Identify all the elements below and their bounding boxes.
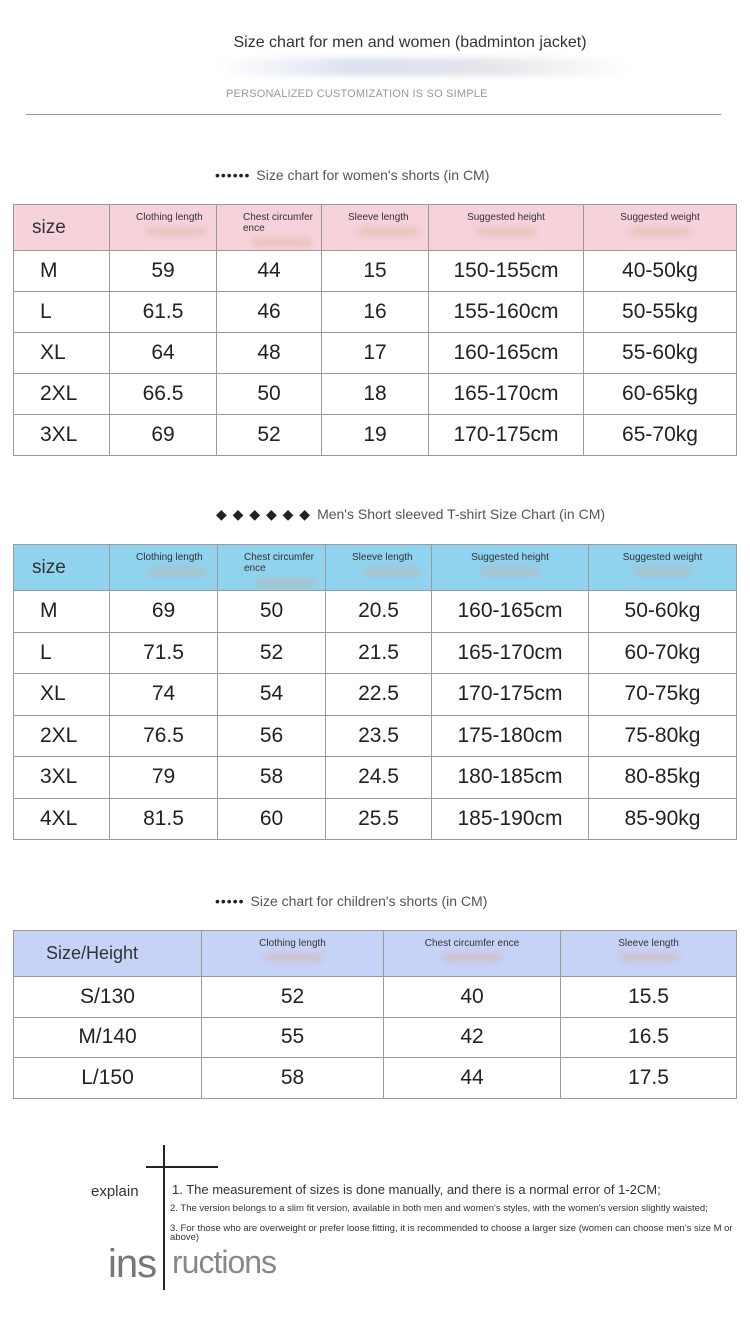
table-cell: 58: [218, 757, 326, 799]
column-header-label: Suggested weight: [620, 212, 700, 223]
table-cell: 175-180cm: [432, 715, 589, 757]
table-cell: 16: [322, 292, 429, 333]
table-cell: 79: [110, 757, 218, 799]
dots-icon: •••••: [215, 893, 245, 909]
children-heading-text: Size chart for children's shorts (in CM): [250, 893, 488, 909]
table-cell: 81.5: [110, 798, 218, 840]
table-cell: 16.5: [561, 1017, 737, 1058]
table-cell: 54: [218, 674, 326, 716]
table-cell: 170-175cm: [429, 415, 584, 456]
table-cell: 60-70kg: [589, 632, 737, 674]
column-header-label: Clothing length: [259, 938, 326, 949]
column-header: [326, 545, 432, 591]
size-cell: L/150: [14, 1058, 202, 1099]
blurred-mark: [147, 567, 207, 576]
cross-line-horizontal: [146, 1166, 218, 1168]
table-row: [14, 757, 737, 799]
table-cell: 18: [322, 374, 429, 415]
size-cell: S/130: [14, 977, 202, 1018]
table-row: [14, 591, 737, 633]
column-header: [429, 205, 584, 251]
table-cell: 71.5: [110, 632, 218, 674]
table-row: [14, 674, 737, 716]
children-size-table: [13, 930, 737, 1099]
table-cell: 48: [217, 333, 322, 374]
instructions-logo-right: ructions: [172, 1244, 277, 1280]
table-cell: 25.5: [326, 798, 432, 840]
table-cell: 64: [110, 333, 217, 374]
size-cell: L: [14, 292, 110, 333]
table-cell: 69: [110, 591, 218, 633]
table-cell: 60-65kg: [584, 374, 737, 415]
column-header: [202, 931, 384, 977]
diamonds-icon: ◆ ◆ ◆ ◆ ◆ ◆: [216, 506, 312, 522]
men-heading-text: Men's Short sleeved T-shirt Size Chart (in CM): [317, 506, 606, 522]
blurred-mark: [362, 567, 422, 576]
size-cell: 2XL: [14, 715, 110, 757]
table-row: [14, 415, 737, 456]
blurred-mark: [476, 227, 536, 236]
table-header-row: [14, 931, 737, 977]
page-subtitle: PERSONALIZED CUSTOMIZATION IS SO SIMPLE: [226, 88, 488, 100]
table-row: [14, 374, 737, 415]
column-header-label: Sleeve length: [348, 212, 409, 223]
table-cell: 17: [322, 333, 429, 374]
women-heading-text: Size chart for women's shorts (in CM): [256, 167, 490, 183]
table-cell: 180-185cm: [432, 757, 589, 799]
column-header-label: Sleeve length: [618, 938, 679, 949]
column-header-label: Suggested weight: [622, 552, 703, 563]
column-header: [14, 931, 202, 977]
blurred-mark: [630, 227, 690, 236]
column-header-label: Suggested height: [471, 552, 549, 563]
table-row: [14, 333, 737, 374]
table-cell: 76.5: [110, 715, 218, 757]
column-header-label: Chest circumfer ence: [244, 552, 315, 574]
size-cell: XL: [14, 333, 110, 374]
table-cell: 50: [217, 374, 322, 415]
column-header: [384, 931, 561, 977]
table-header-row: [14, 545, 737, 591]
size-cell: 3XL: [14, 757, 110, 799]
table-row: [14, 798, 737, 840]
blurred-mark: [442, 953, 502, 962]
table-cell: 160-165cm: [429, 333, 584, 374]
column-header: [217, 205, 322, 251]
column-header-label: size: [32, 217, 66, 238]
table-cell: 52: [218, 632, 326, 674]
table-cell: 170-175cm: [432, 674, 589, 716]
table-cell: 69: [110, 415, 217, 456]
table-cell: 60: [218, 798, 326, 840]
table-cell: 44: [384, 1058, 561, 1099]
column-header-label: Size/Height: [46, 943, 139, 963]
note-2: 2. The version belongs to a slim fit version, available in both men and women's styles, with the women's version slightly waisted;: [170, 1203, 708, 1214]
column-header: [110, 545, 218, 591]
size-cell: L: [14, 632, 110, 674]
size-cell: M/140: [14, 1017, 202, 1058]
table-cell: 150-155cm: [429, 251, 584, 292]
column-header: [589, 545, 737, 591]
table-cell: 15: [322, 251, 429, 292]
blurred-mark: [252, 238, 312, 247]
table-cell: 55: [202, 1017, 384, 1058]
table-cell: 165-170cm: [432, 632, 589, 674]
blurred-banner: [218, 58, 628, 76]
blurred-mark: [633, 567, 693, 576]
column-header: [432, 545, 589, 591]
column-header: [584, 205, 737, 251]
blurred-mark: [619, 953, 679, 962]
size-cell: M: [14, 251, 110, 292]
table-cell: 52: [217, 415, 322, 456]
column-header-label: Chest circumfer ence: [424, 938, 520, 949]
table-cell: 40: [384, 977, 561, 1018]
table-cell: 44: [217, 251, 322, 292]
blurred-mark: [255, 578, 315, 587]
table-cell: 160-165cm: [432, 591, 589, 633]
women-size-table: [13, 204, 737, 456]
note-3: 3. For those who are overweight or prefer loose fitting, it is recommended to choose a larger size (women can choose men's size M or above): [170, 1223, 733, 1243]
column-header: [218, 545, 326, 591]
column-header-label: Suggested height: [467, 212, 545, 223]
table-cell: 46: [217, 292, 322, 333]
table-cell: 74: [110, 674, 218, 716]
table-cell: 15.5: [561, 977, 737, 1018]
table-cell: 56: [218, 715, 326, 757]
table-cell: 85-90kg: [589, 798, 737, 840]
children-section-heading: [215, 893, 487, 909]
table-cell: 50: [218, 591, 326, 633]
table-cell: 65-70kg: [584, 415, 737, 456]
table-row: [14, 632, 737, 674]
column-header-label: Sleeve length: [352, 552, 413, 563]
table-cell: 58: [202, 1058, 384, 1099]
table-cell: 50-60kg: [589, 591, 737, 633]
table-cell: 75-80kg: [589, 715, 737, 757]
size-cell: 2XL: [14, 374, 110, 415]
blurred-mark: [480, 567, 540, 576]
table-cell: 17.5: [561, 1058, 737, 1099]
table-row: [14, 292, 737, 333]
blurred-mark: [146, 227, 206, 236]
table-row: [14, 715, 737, 757]
table-row: [14, 1017, 737, 1058]
column-header: [322, 205, 429, 251]
table-cell: 55-60kg: [584, 333, 737, 374]
table-row: [14, 251, 737, 292]
table-cell: 155-160cm: [429, 292, 584, 333]
column-header-label: size: [32, 557, 66, 578]
column-header: [110, 205, 217, 251]
table-cell: 42: [384, 1017, 561, 1058]
column-header-label: Chest circumfer ence: [243, 212, 314, 234]
page-title: Size chart for men and women (badminton jacket): [233, 34, 587, 51]
men-section-heading: [216, 506, 605, 523]
table-cell: 20.5: [326, 591, 432, 633]
size-cell: 3XL: [14, 415, 110, 456]
table-cell: 66.5: [110, 374, 217, 415]
women-section-heading: [215, 167, 489, 183]
table-cell: 80-85kg: [589, 757, 737, 799]
table-cell: 24.5: [326, 757, 432, 799]
table-cell: 19: [322, 415, 429, 456]
column-header-label: Clothing length: [136, 552, 203, 563]
size-cell: XL: [14, 674, 110, 716]
header-divider: [26, 114, 721, 115]
table-cell: 21.5: [326, 632, 432, 674]
table-cell: 70-75kg: [589, 674, 737, 716]
explain-label: explain: [91, 1183, 139, 1200]
table-cell: 165-170cm: [429, 374, 584, 415]
size-cell: 4XL: [14, 798, 110, 840]
blurred-mark: [358, 227, 418, 236]
table-cell: 40-50kg: [584, 251, 737, 292]
column-header: [561, 931, 737, 977]
men-size-table: [13, 544, 737, 840]
table-cell: 59: [110, 251, 217, 292]
note-1: 1. The measurement of sizes is done manually, and there is a normal error of 1-2CM;: [172, 1182, 661, 1197]
table-cell: 50-55kg: [584, 292, 737, 333]
size-cell: M: [14, 591, 110, 633]
table-cell: 52: [202, 977, 384, 1018]
table-cell: 185-190cm: [432, 798, 589, 840]
blurred-mark: [263, 953, 323, 962]
column-header-label: Clothing length: [136, 212, 203, 223]
table-cell: 22.5: [326, 674, 432, 716]
instructions-logo-left: ins: [108, 1242, 157, 1286]
table-cell: 23.5: [326, 715, 432, 757]
table-header-row: [14, 205, 737, 251]
table-cell: 61.5: [110, 292, 217, 333]
table-row: [14, 977, 737, 1018]
table-row: [14, 1058, 737, 1099]
column-header: [14, 205, 110, 251]
dots-icon: ••••••: [215, 167, 251, 183]
column-header: [14, 545, 110, 591]
